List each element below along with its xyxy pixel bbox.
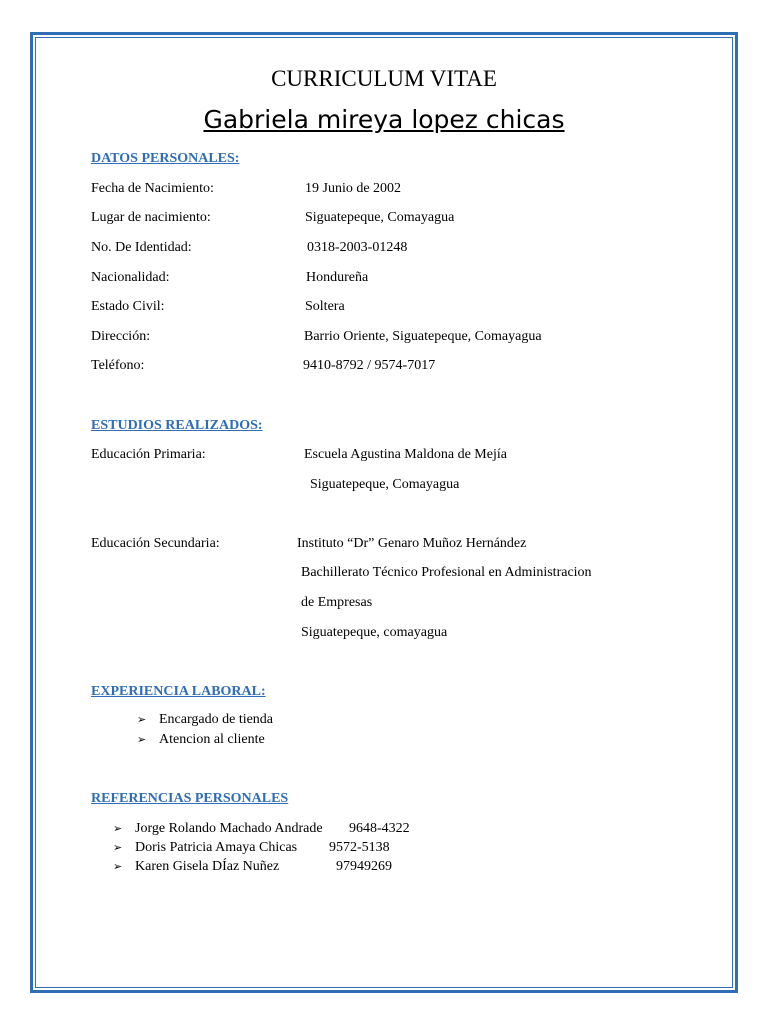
list-item [113,840,297,856]
reference-phone: 97949269 [336,859,392,874]
value-address: Barrio Oriente, Siguatepeque, Comayagua [304,329,542,344]
label-id-number: No. De Identidad: [91,240,192,255]
value-birth-place: Siguatepeque, Comayagua [305,210,455,225]
list-item [137,712,273,728]
secondary-school-name: Instituto “Dr” Genaro Muñoz Hernández [297,536,527,551]
reference-name: Doris Patricia Amaya Chicas [135,840,298,855]
primary-school-name: Escuela Agustina Maldona de Mejía [304,447,507,462]
list-item [137,732,265,748]
reference-phone: 9572-5138 [329,840,390,855]
experience-item: Atencion al cliente [159,732,265,747]
secondary-degree-line1: Bachillerato Técnico Profesional en Administracion [301,565,592,580]
label-nationality: Nacionalidad: [91,270,170,285]
reference-name: Karen Gisela DÍaz Nuñez [135,859,280,874]
reference-name: Jorge Rolando Machado Andrade [135,821,323,836]
arrowhead-bullet-icon: ➢ [137,733,147,746]
section-title-experience: EXPERIENCIA LABORAL: [91,684,266,699]
value-id-number: 0318-2003-01248 [307,240,408,255]
arrowhead-bullet-icon: ➢ [137,713,147,726]
reference-phone: 9648-4322 [349,821,410,836]
document-heading: CURRICULUM VITAE [271,66,497,91]
secondary-degree-line2: de Empresas [301,595,373,610]
label-birth-place: Lugar de nacimiento: [91,210,211,225]
arrowhead-bullet-icon: ➢ [113,822,123,835]
list-item [113,859,279,875]
experience-item: Encargado de tienda [159,712,274,727]
arrowhead-bullet-icon: ➢ [113,860,123,873]
section-title-studies: ESTUDIOS REALIZADOS: [91,418,263,433]
label-secondary-education: Educación Secundaria: [91,536,220,551]
section-title-personal: DATOS PERSONALES: [91,151,240,166]
list-item [113,821,323,837]
section-title-references: REFERENCIAS PERSONALES [91,791,289,806]
label-marital-status: Estado Civil: [91,299,165,314]
primary-school-location: Siguatepeque, Comayagua [310,477,460,492]
value-marital-status: Soltera [305,299,345,314]
label-primary-education: Educación Primaria: [91,447,206,462]
candidate-name: Gabriela mireya lopez chicas [203,105,565,134]
value-phone: 9410-8792 / 9574-7017 [303,358,436,373]
label-address: Dirección: [91,329,151,344]
value-birth-date: 19 Junio de 2002 [305,181,402,196]
arrowhead-bullet-icon: ➢ [113,841,123,854]
value-nationality: Hondureña [306,270,369,285]
label-birth-date: Fecha de Nacimiento: [91,181,214,196]
label-phone: Teléfono: [91,358,145,373]
secondary-school-location: Siguatepeque, comayagua [301,625,448,640]
